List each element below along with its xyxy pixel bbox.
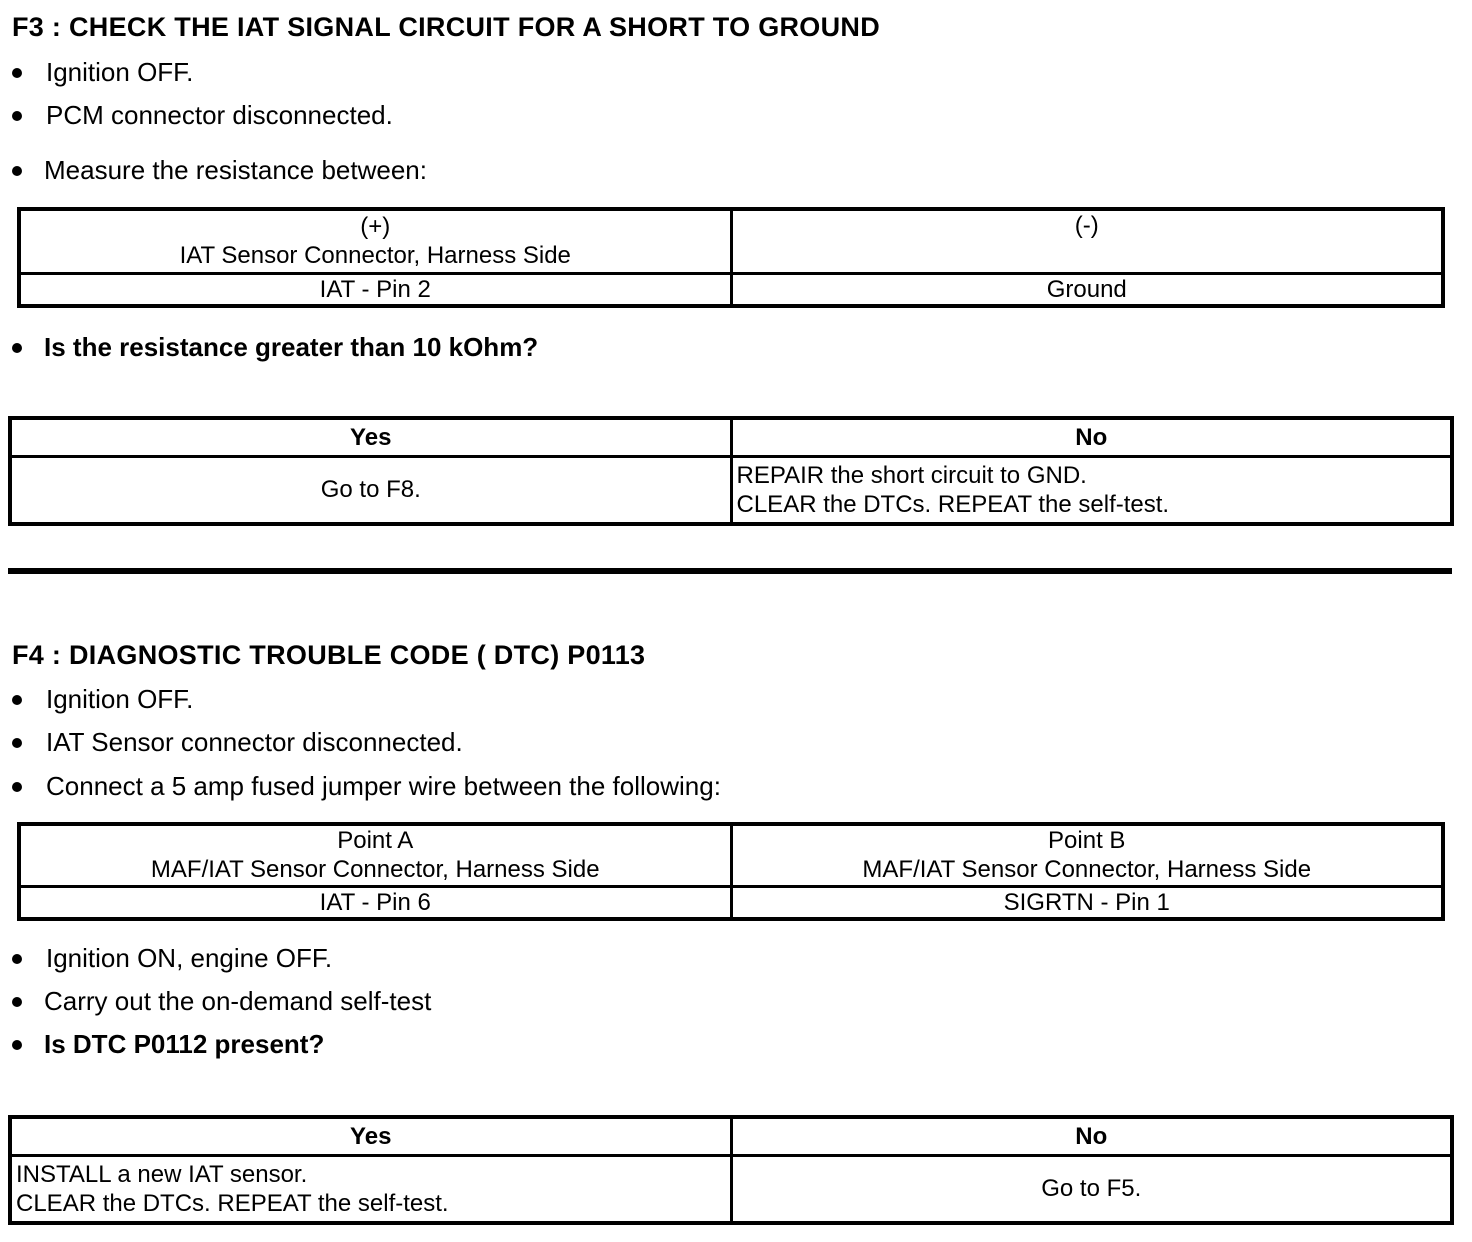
f3-question — [10, 332, 538, 363]
table-cell: Ground — [731, 273, 1443, 306]
bullet-icon — [12, 166, 22, 176]
header-connector: MAF/IAT Sensor Connector, Harness Side — [150, 856, 600, 884]
no-header: No — [731, 418, 1452, 456]
f3-measure-table — [17, 207, 1445, 308]
section-divider — [8, 568, 1452, 574]
f4-bullet-jumper-wire — [10, 771, 721, 802]
table-cell: SIGRTN - Pin 1 — [731, 886, 1443, 919]
table-header-cell — [731, 209, 1443, 273]
table-header-row — [10, 418, 1452, 456]
table-header-cell — [19, 824, 731, 886]
bullet-icon — [12, 111, 22, 121]
table-row — [10, 1155, 1452, 1223]
no-header: No — [731, 1117, 1452, 1155]
f3-result-table — [8, 416, 1454, 526]
bullet-icon — [12, 738, 22, 748]
f4-bullet-ignition-off — [10, 684, 193, 715]
bullet-text: PCM connector disconnected. — [46, 100, 393, 130]
no-line: CLEAR the DTCs. REPEAT the self-test. — [736, 490, 1170, 518]
f3-heading: F3 : CHECK THE IAT SIGNAL CIRCUIT FOR A SHORT TO GROUND — [12, 12, 881, 42]
bullet-text: Connect a 5 amp fused jumper wire between the following: — [46, 771, 721, 801]
bullet-text: Measure the resistance between: — [44, 155, 427, 185]
table-header-cell — [19, 209, 731, 273]
bullet-icon — [12, 1040, 22, 1050]
f4-bullet-sensor-disconnected — [10, 727, 463, 758]
f3-bullet-ignition-off — [10, 57, 193, 88]
f4-question — [10, 1029, 324, 1060]
bullet-icon — [12, 782, 22, 792]
yes-cell: Go to F8. — [10, 456, 731, 524]
bullet-icon — [12, 695, 22, 705]
bullet-text: Ignition OFF. — [46, 57, 194, 87]
yes-header: Yes — [10, 418, 731, 456]
f4-heading: F4 : DIAGNOSTIC TROUBLE CODE ( DTC) P0113 — [12, 640, 646, 670]
f4-bullet-self-test — [10, 986, 431, 1017]
bullet-icon — [12, 343, 22, 353]
no-line: REPAIR the short circuit to GND. — [736, 461, 1087, 489]
header-point-a: Point A — [337, 827, 414, 855]
table-row — [19, 273, 1443, 306]
yes-header: Yes — [10, 1117, 731, 1155]
f3-bullet-pcm-disconnected — [10, 100, 393, 131]
bullet-text: Ignition OFF. — [46, 684, 194, 714]
table-header-row — [19, 824, 1443, 886]
yes-cell — [10, 1155, 731, 1223]
table-cell: IAT - Pin 2 — [19, 273, 731, 306]
table-cell: IAT - Pin 6 — [19, 886, 731, 919]
f4-result-table — [8, 1115, 1454, 1225]
header-point-b: Point B — [1048, 827, 1126, 855]
table-header-row — [19, 209, 1443, 273]
question-text: Is the resistance greater than 10 kOhm? — [44, 332, 539, 362]
no-cell: Go to F5. — [731, 1155, 1452, 1223]
header-connector: IAT Sensor Connector, Harness Side — [179, 242, 571, 270]
f4-bullet-ignition-on — [10, 943, 332, 974]
header-connector: MAF/IAT Sensor Connector, Harness Side — [862, 856, 1312, 884]
f4-jumper-table — [17, 822, 1445, 921]
header-polarity-minus: (-) — [1074, 212, 1099, 239]
bullet-icon — [12, 68, 22, 78]
yes-line: CLEAR the DTCs. REPEAT the self-test. — [16, 1189, 449, 1217]
table-row — [19, 886, 1443, 919]
yes-line: INSTALL a new IAT sensor. — [16, 1160, 308, 1188]
question-text: Is DTC P0112 present? — [44, 1029, 325, 1059]
bullet-text: Ignition ON, engine OFF. — [46, 943, 333, 973]
f3-bullet-measure — [10, 155, 427, 186]
table-row — [10, 456, 1452, 524]
table-header-cell — [731, 824, 1443, 886]
bullet-icon — [12, 997, 22, 1007]
bullet-text: IAT Sensor connector disconnected. — [46, 727, 463, 757]
table-header-row — [10, 1117, 1452, 1155]
no-cell — [731, 456, 1452, 524]
bullet-text: Carry out the on-demand self-test — [44, 986, 432, 1016]
bullet-icon — [12, 954, 22, 964]
header-polarity-plus: (+) — [360, 213, 391, 241]
